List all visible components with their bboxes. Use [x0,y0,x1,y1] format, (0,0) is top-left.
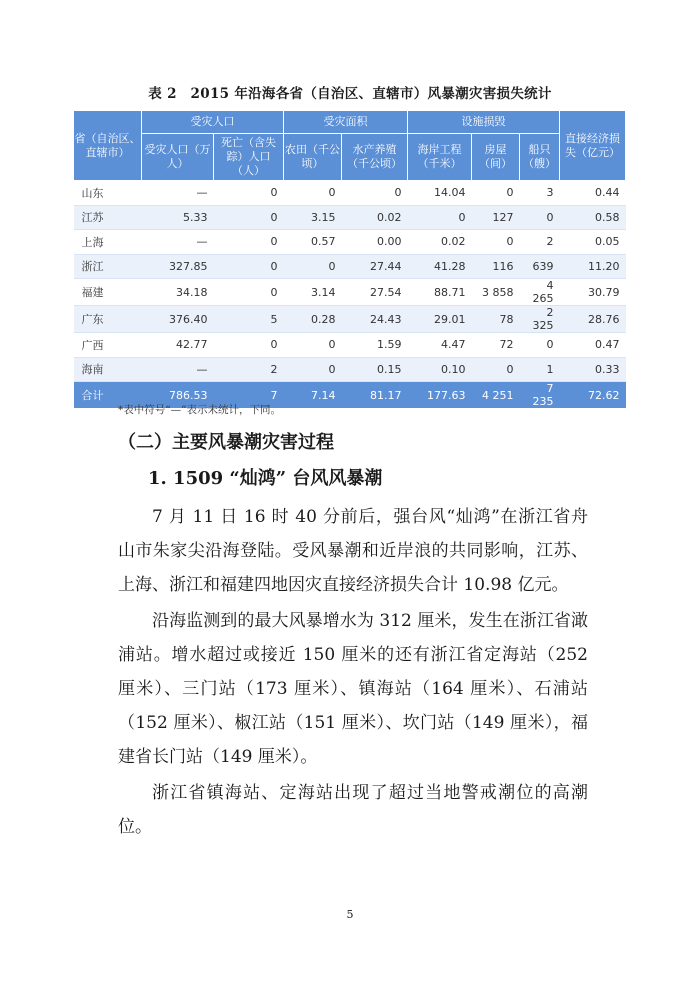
value-cell: 41.28 [408,254,472,279]
value-cell: 0 [520,205,560,230]
value-cell: 1 [520,357,560,382]
value-cell: 4.47 [408,333,472,358]
table-row [74,205,626,230]
province-cell: 上海 [74,230,142,255]
value-cell: 30.79 [560,279,626,306]
header-aquaculture: 水产养殖（千公顷） [342,134,408,181]
section-heading: （二）主要风暴潮灾害过程 [118,432,334,453]
value-cell: 0.02 [408,230,472,255]
value-cell: 0 [214,230,284,255]
value-cell: 2 325 [520,306,560,333]
value-cell: 27.44 [342,254,408,279]
value-cell: 3.15 [284,205,342,230]
value-cell: 4 251 [472,382,520,409]
header-affected-people: 受灾人口（万人） [142,134,214,181]
value-cell: 0.02 [342,205,408,230]
province-cell: 广西 [74,333,142,358]
value-cell: 0 [342,181,408,206]
province-cell: 山东 [74,181,142,206]
value-cell: 0 [472,181,520,206]
value-cell: 0 [214,181,284,206]
table-row [74,230,626,255]
table-caption: 表 2 2015 年沿海各省（自治区、直辖市）风暴潮灾害损失统计 [148,86,552,102]
table-body [74,181,626,409]
value-cell: 0 [284,181,342,206]
table-row [74,279,626,306]
value-cell: 78 [472,306,520,333]
value-cell: 24.43 [342,306,408,333]
header-direct-loss: 直接经济损失（亿元） [560,111,626,181]
value-cell: 42.77 [142,333,214,358]
value-cell: 0 [284,254,342,279]
header-seawall: 海岸工程（千米） [408,134,472,181]
value-cell: 11.20 [560,254,626,279]
header-province: 省（自治区、直辖市） [74,111,142,181]
value-cell: 0 [472,230,520,255]
value-cell: 0 [472,357,520,382]
header-houses: 房屋（间） [472,134,520,181]
value-cell: 116 [472,254,520,279]
value-cell: — [142,181,214,206]
province-cell: 福建 [74,279,142,306]
province-cell: 合计 [74,382,142,409]
value-cell: 88.71 [408,279,472,306]
value-cell: 376.40 [142,306,214,333]
value-cell: 0.47 [560,333,626,358]
table-row [74,333,626,358]
value-cell: 72 [472,333,520,358]
value-cell: 0.57 [284,230,342,255]
value-cell: 127 [472,205,520,230]
value-cell: 0.10 [408,357,472,382]
header-ships: 船只（艘） [520,134,560,181]
header-affected-population: 受灾人口 [142,111,284,134]
value-cell: 7 235 [520,382,560,409]
loss-statistics-table [73,110,626,408]
value-cell: 5 [214,306,284,333]
value-cell: 4 265 [520,279,560,306]
value-cell: 72.62 [560,382,626,409]
value-cell: 3 858 [472,279,520,306]
value-cell: 639 [520,254,560,279]
province-cell: 浙江 [74,254,142,279]
value-cell: 3 [520,181,560,206]
value-cell: 0 [284,333,342,358]
value-cell: 2 [214,357,284,382]
paragraph-warning-level: 浙江省镇海站、定海站出现了超过当地警戒潮位的高潮位。 [118,783,588,837]
value-cell: 0.00 [342,230,408,255]
table-row [74,306,626,333]
value-cell: 0.33 [560,357,626,382]
value-cell: 0 [520,333,560,358]
value-cell: 27.54 [342,279,408,306]
value-cell: 14.04 [408,181,472,206]
value-cell: — [142,357,214,382]
value-cell: 7 [214,382,284,409]
value-cell: 1.59 [342,333,408,358]
paragraph-surge-stations: 沿海监测到的最大风暴增水为 312 厘米，发生在浙江省澉浦站。增水超过或接近 150 厘米的还有浙江省定海站（252 厘米）、三门站（173 厘米）、镇海站（164 厘米）、石浦站（152 厘米）、椒江站（151 厘米）、坎门站（149 厘米），福建省长门站（149 厘米）。 [118,611,588,767]
table-footnote: *表中符号“—”表示未统计，下同。 [118,404,281,416]
value-cell: 0.44 [560,181,626,206]
province-cell: 江苏 [74,205,142,230]
value-cell: 786.53 [142,382,214,409]
value-cell: 29.01 [408,306,472,333]
header-deaths: 死亡（含失踪）人口（人） [214,134,284,181]
province-cell: 海南 [74,357,142,382]
table-row [74,254,626,279]
value-cell: 34.18 [142,279,214,306]
header-affected-area: 受灾面积 [284,111,408,134]
value-cell: 0.05 [560,230,626,255]
subsection-heading: 1. 1509 “灿鸿” 台风风暴潮 [148,468,383,489]
value-cell: 81.17 [342,382,408,409]
value-cell: 0 [214,333,284,358]
paragraph-landfall: 7 月 11 日 16 时 40 分前后，强台风“灿鸿”在浙江省舟山市朱家尖沿海登陆。受风暴潮和近岸浪的共同影响，江苏、上海、浙江和福建四地因灾直接经济损失合计 10.98 亿元。 [118,507,588,595]
value-cell: 5.33 [142,205,214,230]
value-cell: 177.63 [408,382,472,409]
value-cell: 0.28 [284,306,342,333]
value-cell: 0 [408,205,472,230]
value-cell: 0 [214,205,284,230]
value-cell: 0.58 [560,205,626,230]
page-number: 5 [346,908,354,921]
province-cell: 广东 [74,306,142,333]
value-cell: 327.85 [142,254,214,279]
header-facility-damage: 设施损毁 [408,111,560,134]
value-cell: 0 [214,279,284,306]
value-cell: 3.14 [284,279,342,306]
value-cell: — [142,230,214,255]
value-cell: 0.15 [342,357,408,382]
table-row [74,181,626,206]
value-cell: 28.76 [560,306,626,333]
value-cell: 2 [520,230,560,255]
header-farmland: 农田（千公顷） [284,134,342,181]
table-row [74,357,626,382]
value-cell: 0 [284,357,342,382]
value-cell: 7.14 [284,382,342,409]
value-cell: 0 [214,254,284,279]
